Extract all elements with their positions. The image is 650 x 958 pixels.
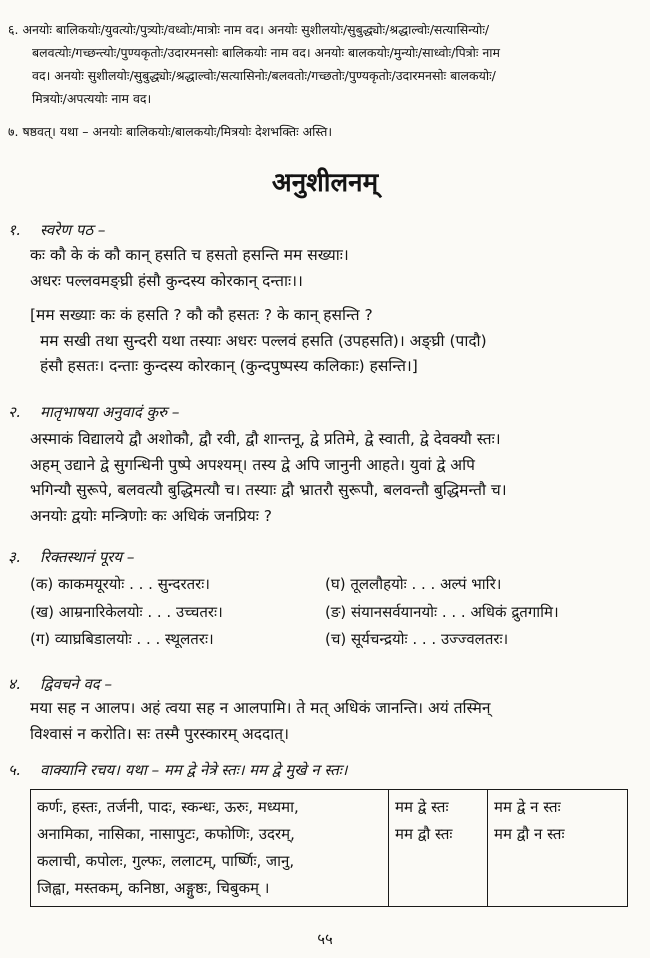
negative-pattern-2: मम द्वौ न स्तः bbox=[494, 825, 565, 843]
body-parts-line-4: जिह्वा, मस्तकम्, कनिष्ठा, अङ्गुष्ठः, चिबुकम् । bbox=[37, 879, 270, 897]
exercise-1-line-4: मम सखी तथा सुन्दरी यथा तस्याः अधरः पल्लवं हसति (उपहसति)। अङ्घ्री (पादौ) bbox=[40, 331, 487, 350]
exercise-2-number: २. bbox=[8, 403, 21, 421]
option-ka: (क) काकमयूरयोः . . . सुन्दरतरः। bbox=[30, 575, 210, 593]
exercise-1-line-3: [मम सख्याः कः कं हसति ? कौ कौ हसतः ? के कान् हसन्ति ? bbox=[30, 306, 373, 324]
exercise-1-body bbox=[30, 243, 630, 380]
exercise-5-number: ५. bbox=[8, 761, 21, 779]
note-6-line-4: मित्रयोः/अपत्ययोः नाम वद। bbox=[32, 91, 152, 106]
exercise-3-left-options bbox=[30, 572, 320, 653]
exercise-5-title: वाक्यानि रचय। यथा – मम द्वे नेत्रे स्तः। मम द्वे मुखे न स्तः। bbox=[40, 761, 348, 779]
body-parts-line-1: कर्णः, हस्तः, तर्जनी, पादः, स्कन्धः, ऊरुः, मध्यमा, bbox=[37, 798, 299, 816]
exercise-3-header bbox=[8, 547, 134, 567]
exercise-2-header bbox=[8, 402, 179, 422]
note-6-line-1: ६. अनयोः बालिकयोः/युवत्योः/पुत्र्योः/वध्वोः/मात्रोः नाम वद। अनयोः सुशीलयोः/सुबुद्ध्योः/श्रद्धाल्वोः/सत्यासिन्योः/ bbox=[8, 22, 490, 37]
table-row bbox=[31, 790, 628, 907]
exercise-2-body bbox=[30, 427, 645, 529]
exercise-1-line-1: कः कौ के कं कौ कान् हसति च हसतो हसन्ति मम सख्याः। bbox=[30, 246, 349, 264]
positive-pattern-cell bbox=[389, 790, 488, 907]
negative-pattern-1: मम द्वे न स्तः bbox=[494, 798, 561, 816]
exercise-2-line-3: भगिन्यौ सुरूपे, बलवत्यौ बुद्धिमत्यौ च। तस्याः द्वौ भ्रातरौ सुरूपौ, बलवन्तौ बुद्धिमन्तौ च। bbox=[30, 481, 507, 499]
exercise-1-header bbox=[8, 220, 105, 240]
exercise-1-title: स्वरेण पठ – bbox=[40, 221, 106, 239]
exercise-4-line-2: विश्वासं न करोति। सः तस्मै पुरस्कारम् अददात्। bbox=[30, 724, 289, 743]
exercise-4-body bbox=[30, 696, 640, 747]
exercise-4-number: ४. bbox=[8, 675, 21, 693]
exercise-3-number: ३. bbox=[8, 548, 21, 566]
note-6-line-3: वद। अनयोः सुशीलयोः/सुबुद्ध्योः/श्रद्धाल्वोः/सत्यासिनोः/बलवतोः/गच्छतोः/पुण्यकृतोः/उदारमनसोः बालकयोः/ bbox=[32, 68, 496, 83]
exercise-3-title: रिक्तस्थानं पूरय – bbox=[40, 548, 135, 566]
option-gha: (घ) तूललौहयोः . . . अल्पं भारि। bbox=[325, 575, 502, 593]
exercise-2-title: मातृभाषया अनुवादं कुरु – bbox=[40, 403, 180, 421]
exercise-3-right-options bbox=[325, 572, 635, 653]
option-cha: (च) सूर्यचन्द्रयोः . . . उज्ज्वलतरः। bbox=[325, 630, 509, 648]
positive-pattern-2: मम द्वौ स्तः bbox=[395, 825, 453, 843]
exercise-4-title: द्विवचने वद – bbox=[40, 675, 113, 693]
exercise-1-line-2: अधरः पल्लवमङ्घ्री हंसौ कुन्दस्य कोरकान् दन्ताः।। bbox=[30, 271, 303, 290]
note-6 bbox=[8, 18, 638, 110]
exercise-5-header bbox=[8, 760, 347, 780]
exercise-4-line-1: मया सह न आलप। अहं त्वया सह न आलपामि। ते मत् अधिकं जानन्ति। अयं तस्मिन् bbox=[30, 699, 491, 717]
positive-pattern-1: मम द्वे स्तः bbox=[395, 798, 449, 816]
body-parts-line-3: कलाची, कपोलः, गुल्फः, ललाटम्, पार्ष्णिः, जानु, bbox=[37, 852, 295, 870]
option-nga: (ङ) संयानसर्वयानयोः . . . अधिकं द्रुतगामि। bbox=[325, 602, 559, 621]
exercise-2-line-4: अनयोः द्वयोः मन्त्रिणोः कः अधिकं जनप्रियः ? bbox=[30, 506, 273, 525]
note-7: ७. षष्ठवत्। यथा – अनयोः बालिकयोः/बालकयोः/मित्रयोः देशभक्तिः अस्ति। bbox=[8, 124, 333, 139]
exercise-5-table bbox=[30, 789, 628, 907]
exercise-2-line-1: अस्माकं विद्यालये द्वौ अशोकौ, द्वौ रवी, द्वौ शान्तनू, द्वे प्रतिमे, द्वे स्वाती, द्वे देवक्यौ स्तः। bbox=[30, 430, 501, 448]
option-kha: (ख) आम्रनारिकेलयोः . . . उच्चतरः। bbox=[30, 602, 223, 621]
exercise-1-number: १. bbox=[8, 221, 21, 239]
page-number: ५५ bbox=[317, 930, 333, 948]
section-heading: अनुशीलनम् bbox=[271, 168, 379, 198]
negative-pattern-cell bbox=[488, 790, 628, 907]
option-ga: (ग) व्याघ्रबिडालयोः . . . स्थूलतरः। bbox=[30, 630, 214, 648]
exercise-4-header bbox=[8, 674, 112, 694]
exercise-1-line-5: हंसौ हसतः। दन्ताः कुन्दस्य कोरकान् (कुन्दपुष्पस्य कलिकाः) हसन्ति।] bbox=[40, 357, 418, 375]
body-parts-cell bbox=[31, 790, 389, 907]
body-parts-line-2: अनामिका, नासिका, नासापुटः, कफोणिः, उदरम्, bbox=[37, 825, 295, 843]
exercise-2-line-2: अहम् उद्याने द्वे सुगन्धिनी पुष्पे अपश्यम्। तस्य द्वे अपि जानुनी आहते। युवां द्वे अपि bbox=[30, 455, 475, 474]
note-6-line-2: बलवत्योः/गच्छन्त्योः/पुण्यकृतोः/उदारमनसोः बालिकयोः नाम वद। अनयोः बालकयोः/मुन्योः/साध्वोः/पित्रोः नाम bbox=[32, 45, 501, 60]
